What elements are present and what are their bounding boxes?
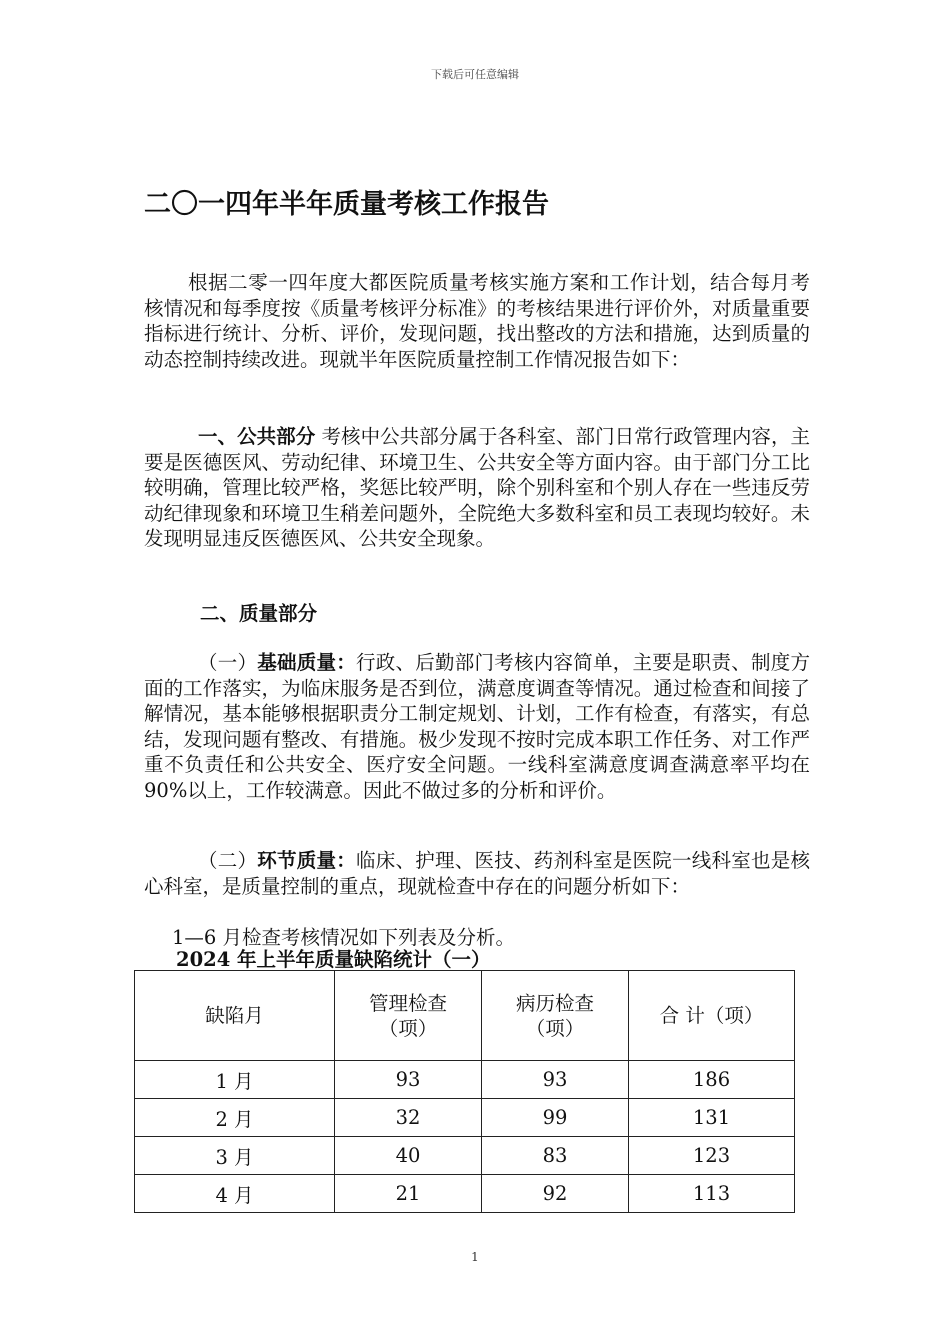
table-cell: 1 月	[135, 1061, 335, 1099]
table-cell: 186	[629, 1061, 795, 1099]
table-cell: 83	[482, 1137, 629, 1175]
table-cell: 123	[629, 1137, 795, 1175]
page-number: 1	[471, 1250, 479, 1264]
table-header-cell: 管理检查 （项）	[335, 971, 482, 1061]
table-cell: 21	[335, 1175, 482, 1213]
table-row	[135, 1175, 795, 1213]
subsection1-body: 行政、后勤部门考核内容简单，主要是职责、制度方面的工作落实，为临床服务是否到位，满意度调查等情况。通过检查和间接了解情况，基本能够根据职责分工制定规划、计划，工作有检查，有落实，有总结，发现问题有整改、有措施。极少发现不按时完成本职工作任务、对工作严重不负责任和公共安全、医疗安全问题。一线科室满意度调查满意率平均在 90%以上，工作较满意。因此不做过多的分析和评价。	[144, 651, 810, 802]
intro-paragraph: 根据二零一四年度大都医院质量考核实施方案和工作计划，结合每月考核情况和每季度按《质量考核评分标准》的考核结果进行评价外，对质量重要指标进行统计、分析、评价，发现问题，找出整改的方法和措施，达到质量的动态控制持续改进。现就半年医院质量控制工作情况报告如下：	[144, 271, 810, 371]
subsection2-heading: 环节质量：	[257, 849, 356, 872]
table-cell: 93	[335, 1061, 482, 1099]
section1-paragraph	[144, 424, 810, 552]
subsection2-body: 临床、护理、医技、药剂科室是医院一线科室也是核心科室，是质量控制的重点，现就检查中存在的问题分析如下：	[144, 849, 810, 898]
table-cell: 113	[629, 1175, 795, 1213]
subsection1-prefix: （一）	[198, 651, 258, 674]
subsection1-paragraph	[144, 650, 810, 803]
subsection2-prefix: （二）	[198, 849, 258, 872]
subsection2-paragraph	[144, 848, 810, 899]
table-intro: 1—6 月检查考核情况如下列表及分析。	[172, 926, 516, 949]
table-cell: 92	[482, 1175, 629, 1213]
table-row	[135, 1099, 795, 1137]
subsection1-heading: 基础质量：	[257, 651, 356, 674]
table-row	[135, 1137, 795, 1175]
table-header-cell: 病历检查 （项）	[482, 971, 629, 1061]
table-cell: 2 月	[135, 1099, 335, 1137]
table-cell: 93	[482, 1061, 629, 1099]
table-title: 2024 年上半年质量缺陷统计（一）	[176, 948, 491, 971]
table-cell: 4 月	[135, 1175, 335, 1213]
section1-body: 考核中公共部分属于各科室、部门日常行政管理内容，主要是医德医风、劳动纪律、环境卫生、公共安全等方面内容。由于部门分工比较明确，管理比较严格，奖惩比较严明，除个别科室和个别人存在一些违反劳动纪律现象和环境卫生稍差问题外，全院绝大多数科室和员工表现均较好。未发现明显违反医德医风、公共安全现象。	[144, 425, 810, 550]
table-cell: 131	[629, 1099, 795, 1137]
table-header-row	[135, 971, 795, 1061]
table-cell: 32	[335, 1099, 482, 1137]
table-cell: 40	[335, 1137, 482, 1175]
table-header-cell: 合 计（项）	[629, 971, 795, 1061]
section2-heading: 二、质量部分	[200, 602, 318, 625]
page-header: 下载后可任意编辑	[431, 68, 519, 81]
defect-stats-table	[134, 970, 795, 1213]
section1-heading: 一、公共部分	[198, 425, 316, 448]
table-cell: 99	[482, 1099, 629, 1137]
document-title: 二〇一四年半年质量考核工作报告	[144, 189, 549, 220]
table-row	[135, 1061, 795, 1099]
table-header-cell: 缺陷月	[135, 971, 335, 1061]
table-cell: 3 月	[135, 1137, 335, 1175]
